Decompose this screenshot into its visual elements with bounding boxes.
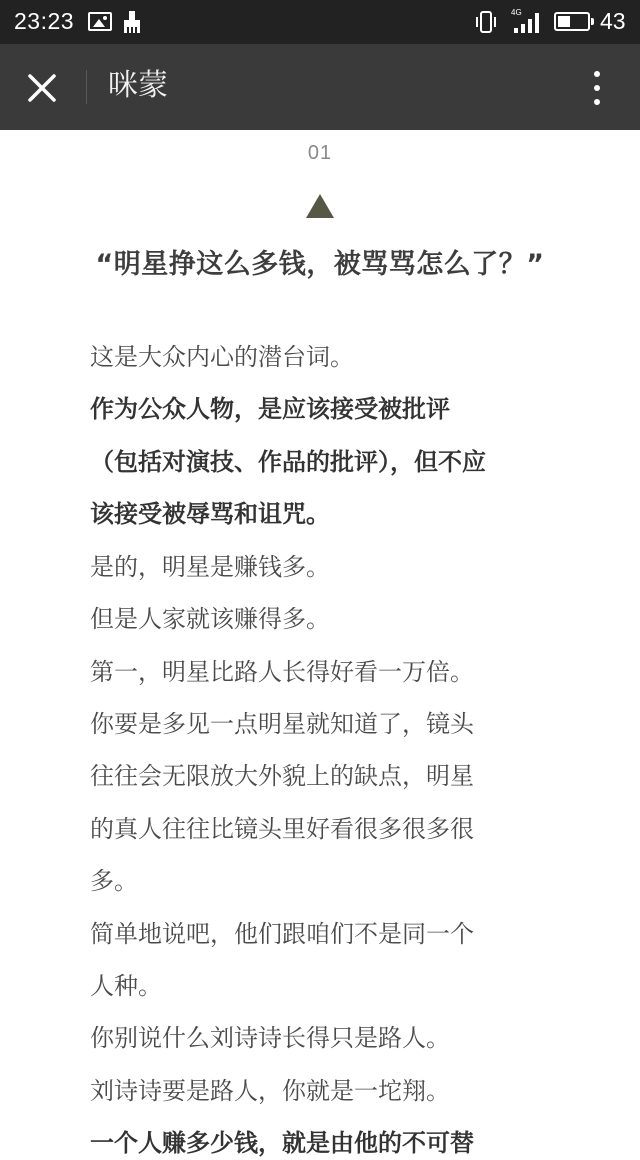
nav-bar bbox=[0, 44, 640, 130]
network-type-label: 4G bbox=[511, 8, 522, 17]
body-line: 但是人家就该赚得多。 bbox=[90, 605, 330, 633]
nav-divider bbox=[86, 70, 87, 104]
close-button[interactable] bbox=[20, 66, 64, 110]
body-line: 是的，明星是赚钱多。 bbox=[90, 553, 330, 581]
battery-level bbox=[558, 16, 570, 27]
more-vertical-icon bbox=[594, 71, 600, 77]
page-title: 咪蒙 bbox=[108, 68, 168, 103]
brush-icon bbox=[122, 10, 142, 34]
signal-icon bbox=[510, 12, 542, 34]
close-icon bbox=[20, 66, 64, 110]
body-line: 人种。 bbox=[90, 972, 162, 1000]
body-line: 一个人赚多少钱，就是由他的不可替 bbox=[90, 1129, 474, 1157]
body-line: 第一，明星比路人长得好看一万倍。 bbox=[90, 658, 474, 686]
body-line: （包括对演技、作品的批评），但不应 bbox=[90, 448, 486, 476]
triangle-icon bbox=[306, 194, 334, 218]
body-line: 这是大众内心的潜台词。 bbox=[90, 343, 354, 371]
status-bar bbox=[0, 0, 640, 44]
body-line: 的真人往往比镜头里好看很多很多很 bbox=[90, 815, 474, 843]
article-content bbox=[0, 130, 640, 1157]
body-line: 作为公众人物，是应该接受被批评 bbox=[90, 395, 450, 423]
body-line: 该接受被辱骂和诅咒。 bbox=[90, 500, 330, 528]
battery-icon bbox=[554, 12, 590, 31]
body-line: 多。 bbox=[90, 867, 138, 895]
vibrate-icon bbox=[474, 11, 498, 33]
body-line: 简单地说吧，他们跟咱们不是同一个 bbox=[90, 920, 474, 948]
image-icon bbox=[88, 12, 112, 31]
body-line: 你别说什么刘诗诗长得只是路人。 bbox=[90, 1024, 450, 1052]
more-vertical-icon-dot bbox=[594, 85, 600, 91]
body-line: 你要是多见一点明星就知道了，镜头 bbox=[90, 710, 474, 738]
battery-percent: 43 bbox=[600, 8, 626, 34]
article-headline: “明星挣这么多钱，被骂骂怎么了？” bbox=[95, 249, 545, 280]
body-line: 往往会无限放大外貌上的缺点，明星 bbox=[90, 762, 474, 790]
body-line: 刘诗诗要是路人，你就是一坨翔。 bbox=[90, 1077, 450, 1105]
more-vertical-icon-dot bbox=[594, 99, 600, 105]
status-time: 23:23 bbox=[14, 8, 75, 34]
more-options-button[interactable] bbox=[580, 66, 614, 110]
section-number: 01 bbox=[307, 142, 333, 164]
